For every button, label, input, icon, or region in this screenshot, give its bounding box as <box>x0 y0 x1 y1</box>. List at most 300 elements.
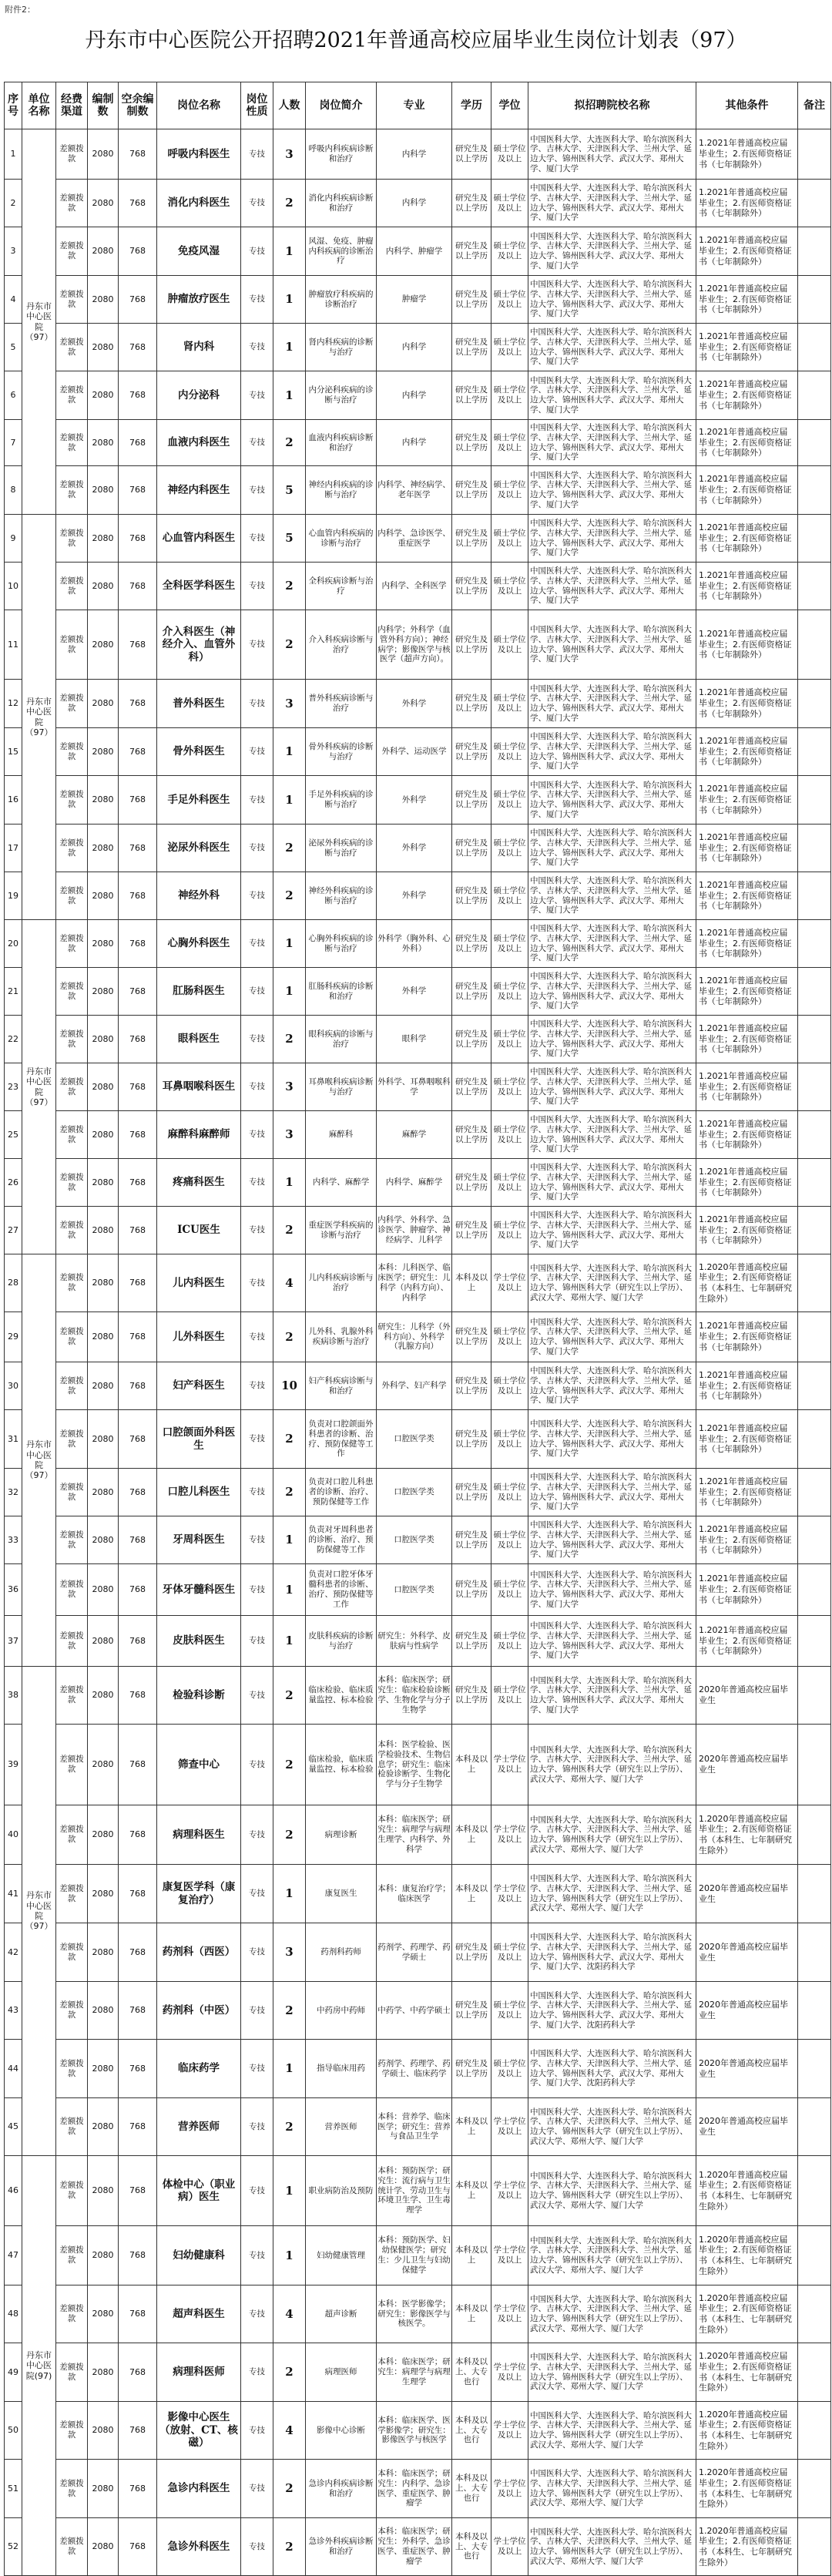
education: 研究生及以上学历 <box>452 872 491 920</box>
position-name: 病理科医师 <box>157 2343 241 2402</box>
position-intro: 中药房中药师 <box>306 1982 377 2040</box>
note <box>798 1564 831 1616</box>
degree: 硕士学位及以上 <box>491 1362 528 1410</box>
position-name: 心血管内科医生 <box>157 515 241 563</box>
funding-channel: 差额拨款 <box>56 420 88 466</box>
major: 内科学、外科学、急诊医学、肿瘤学、神经病学、儿科学 <box>377 1207 452 1254</box>
note <box>798 2460 831 2518</box>
position-name: 肾内科 <box>157 324 241 371</box>
major: 外科学 <box>377 825 452 872</box>
hire-count: 3 <box>273 680 306 728</box>
position-name: 临床药学 <box>157 2040 241 2098</box>
quota-count: 2080 <box>88 466 119 515</box>
other-conditions: 1.2021年普通高校应届毕业生；2.有医师资格证书（七年制除外） <box>696 680 798 728</box>
header-unit: 单位名称 <box>22 82 56 129</box>
quota-count: 2080 <box>88 515 119 563</box>
vacant-count: 768 <box>119 515 157 563</box>
table-row <box>5 1111 831 1159</box>
funding-channel: 差额拨款 <box>56 1865 88 1923</box>
position-name: 普外科医生 <box>157 680 241 728</box>
vacant-count: 768 <box>119 610 157 680</box>
table-row <box>5 1410 831 1469</box>
target-schools: 中国医科大学、大连医科大学、哈尔滨医科大学、吉林大学、天津医科大学、兰州大学、延边大学、锦州医科大学（研究生以上学历）、武汉大学、郑州大学、厦门大学 <box>528 2285 696 2343</box>
vacant-count: 768 <box>119 227 157 276</box>
note <box>798 1362 831 1410</box>
hire-count: 1 <box>273 1616 306 1667</box>
vacant-count: 768 <box>119 1725 157 1805</box>
target-schools: 中国医科大学、大连医科大学、哈尔滨医科大学、吉林大学、天津医科大学、兰州大学、延边大学、锦州医科大学、武汉大学、郑州大学、厦门大学 <box>528 129 696 180</box>
header-no: 序号 <box>5 82 22 129</box>
table-row <box>5 227 831 276</box>
position-name: 营养医师 <box>157 2098 241 2156</box>
position-intro: 泌尿外科疾病的诊断与治疗 <box>306 825 377 872</box>
position-nature: 专技 <box>241 1159 273 1207</box>
major: 外科学、运动医学 <box>377 728 452 776</box>
degree: 硕士学位及以上 <box>491 2040 528 2098</box>
position-nature: 专技 <box>241 2460 273 2518</box>
other-conditions: 1.2021年普通高校应届毕业生；2.有医师资格证书（七年制除外） <box>696 515 798 563</box>
position-nature: 专技 <box>241 276 273 324</box>
position-name: 疼痛科医生 <box>157 1159 241 1207</box>
degree: 硕士学位及以上 <box>491 180 528 227</box>
position-nature: 专技 <box>241 1362 273 1410</box>
position-name: 麻醉科麻醉师 <box>157 1111 241 1159</box>
other-conditions: 1.2021年普通高校应届毕业生；2.有医师资格证书（七年制除外） <box>696 227 798 276</box>
other-conditions: 1.2021年普通高校应届毕业生；2.有医师资格证书（七年制除外） <box>696 872 798 920</box>
note <box>798 728 831 776</box>
funding-channel: 差额拨款 <box>56 2343 88 2402</box>
row-no: 29 <box>5 1312 22 1362</box>
target-schools: 中国医科大学、大连医科大学、哈尔滨医科大学、吉林大学、天津医科大学、兰州大学、延边大学、锦州医科大学、武汉大学、郑州大学、厦门大学 <box>528 1159 696 1207</box>
position-nature: 专技 <box>241 180 273 227</box>
attachment-label: 附件2： <box>5 5 35 15</box>
education: 研究生及以上学历 <box>452 227 491 276</box>
funding-channel: 差额拨款 <box>56 227 88 276</box>
table-row <box>5 2460 831 2518</box>
degree: 学士学位及以上 <box>491 1865 528 1923</box>
table-row <box>5 680 831 728</box>
note <box>798 1923 831 1982</box>
other-conditions: 1.2021年普通高校应届毕业生；2.有医师资格证书（七年制除外） <box>696 1469 798 1516</box>
position-nature: 专技 <box>241 2098 273 2156</box>
funding-channel: 差额拨款 <box>56 1725 88 1805</box>
major: 本科：临床医学；研究生：内科学、急诊医学、重症医学、肿瘤学 <box>377 2460 452 2518</box>
position-intro: 肛肠科疾病的诊断和治疗 <box>306 968 377 1016</box>
quota-count: 2080 <box>88 1469 119 1516</box>
position-name: 消化内科医生 <box>157 180 241 227</box>
education: 研究生及以上学历 <box>452 1016 491 1063</box>
major: 药剂学、药理学、药学硕士、临床药学 <box>377 2040 452 2098</box>
degree: 学士学位及以上 <box>491 2460 528 2518</box>
quota-count: 2080 <box>88 825 119 872</box>
header-quota: 编制数 <box>88 82 119 129</box>
note <box>798 1516 831 1564</box>
other-conditions: 1.2020年普通高校应届毕业生；2.有医师资格证书（本科生、七年制研究生除外） <box>696 2402 798 2460</box>
position-nature: 专技 <box>241 610 273 680</box>
degree: 硕士学位及以上 <box>491 1312 528 1362</box>
position-intro: 药剂科药师 <box>306 1923 377 1982</box>
hire-count: 2 <box>273 2343 306 2402</box>
degree: 学士学位及以上 <box>491 1805 528 1865</box>
table-row <box>5 1312 831 1362</box>
position-name: 口腔儿科医生 <box>157 1469 241 1516</box>
target-schools: 中国医科大学、大连医科大学、哈尔滨医科大学、吉林大学、天津医科大学、兰州大学、延边大学、锦州医科大学（研究生以上学历）、武汉大学、郑州大学、厦门大学 <box>528 2460 696 2518</box>
vacant-count: 768 <box>119 1312 157 1362</box>
degree: 硕士学位及以上 <box>491 920 528 968</box>
target-schools: 中国医科大学、大连医科大学、哈尔滨医科大学、吉林大学、天津医科大学、兰州大学、延边大学、锦州医科大学、武汉大学、郑州大学、厦门大学 <box>528 610 696 680</box>
unit-name: 丹东市中心医院（97） <box>22 1667 56 2156</box>
row-no: 36 <box>5 1564 22 1616</box>
header-intro: 岗位简介 <box>306 82 377 129</box>
position-nature: 专技 <box>241 1111 273 1159</box>
position-intro: 病理医师 <box>306 2343 377 2402</box>
degree: 硕士学位及以上 <box>491 1516 528 1564</box>
note <box>798 2226 831 2285</box>
target-schools: 中国医科大学、大连医科大学、哈尔滨医科大学、吉林大学、天津医科大学、兰州大学、延边大学、锦州医科大学（研究生以上学历）、武汉大学、郑州大学、厦门大学 <box>528 2098 696 2156</box>
other-conditions: 1.2021年普通高校应届毕业生；2.有医师资格证书（七年制除外） <box>696 324 798 371</box>
target-schools: 中国医科大学、大连医科大学、哈尔滨医科大学、吉林大学、天津医科大学、兰州大学、延边大学、锦州医科大学、武汉大学、郑州大学、厦门大学 <box>528 872 696 920</box>
funding-channel: 差额拨款 <box>56 466 88 515</box>
note <box>798 515 831 563</box>
education: 研究生及以上学历 <box>452 1564 491 1616</box>
row-no: 2 <box>5 180 22 227</box>
funding-channel: 差额拨款 <box>56 1063 88 1111</box>
target-schools: 中国医科大学、大连医科大学、哈尔滨医科大学、吉林大学、天津医科大学、兰州大学、延边大学、锦州医科大学、武汉大学、郑州大学、厦门大学 <box>528 1564 696 1616</box>
position-intro: 康复医生 <box>306 1865 377 1923</box>
major: 口腔医学类 <box>377 1410 452 1469</box>
vacant-count: 768 <box>119 1516 157 1564</box>
target-schools: 中国医科大学、大连医科大学、哈尔滨医科大学、吉林大学、天津医科大学、兰州大学、延边大学、锦州医科大学、武汉大学、郑州大学、厦门大学 <box>528 420 696 466</box>
degree: 学士学位及以上 <box>491 2226 528 2285</box>
note <box>798 1725 831 1805</box>
unit-name: 丹东市中心医院(97) <box>22 2156 56 2576</box>
row-no: 32 <box>5 1469 22 1516</box>
position-name: 牙周科医生 <box>157 1516 241 1564</box>
education: 本科及以上 <box>452 2285 491 2343</box>
table-row <box>5 371 831 420</box>
hire-count: 1 <box>273 2040 306 2098</box>
education: 研究生及以上学历 <box>452 466 491 515</box>
position-nature: 专技 <box>241 1254 273 1312</box>
row-no: 30 <box>5 1362 22 1410</box>
row-no: 26 <box>5 1159 22 1207</box>
quota-count: 2080 <box>88 2343 119 2402</box>
vacant-count: 768 <box>119 2285 157 2343</box>
row-no: 10 <box>5 563 22 610</box>
table-row <box>5 2040 831 2098</box>
position-intro: 骨外科疾病的诊断与治疗 <box>306 728 377 776</box>
major: 外科学 <box>377 872 452 920</box>
position-intro: 皮肤科疾病的诊断与治疗 <box>306 1616 377 1667</box>
quota-count: 2080 <box>88 2402 119 2460</box>
major: 本科：康复治疗学；临床医学 <box>377 1865 452 1923</box>
degree: 硕士学位及以上 <box>491 466 528 515</box>
position-intro: 内科学、麻醉学 <box>306 1159 377 1207</box>
quota-count: 2080 <box>88 610 119 680</box>
position-nature: 专技 <box>241 1063 273 1111</box>
vacant-count: 768 <box>119 1865 157 1923</box>
vacant-count: 768 <box>119 2460 157 2518</box>
education: 研究生及以上学历 <box>452 371 491 420</box>
hire-count: 2 <box>273 610 306 680</box>
hire-count: 3 <box>273 1063 306 1111</box>
position-name: 免疫风湿 <box>157 227 241 276</box>
hire-count: 2 <box>273 1207 306 1254</box>
table-row <box>5 920 831 968</box>
header-other: 其他条件 <box>696 82 798 129</box>
hire-count: 2 <box>273 1410 306 1469</box>
quota-count: 2080 <box>88 371 119 420</box>
hire-count: 2 <box>273 1667 306 1725</box>
education: 研究生及以上学历 <box>452 968 491 1016</box>
other-conditions: 1.2021年普通高校应届毕业生；2.有医师资格证书（七年制除外） <box>696 610 798 680</box>
quota-count: 2080 <box>88 920 119 968</box>
position-nature: 专技 <box>241 728 273 776</box>
position-intro: 急诊外科疾病诊断和治疗 <box>306 2518 377 2576</box>
table-row <box>5 2285 831 2343</box>
header-funding: 经费渠道 <box>56 82 88 129</box>
hire-count: 2 <box>273 1805 306 1865</box>
note <box>798 1254 831 1312</box>
position-nature: 专技 <box>241 1312 273 1362</box>
position-name: ICU医生 <box>157 1207 241 1254</box>
other-conditions: 2020年普通高校应届毕业生 <box>696 1725 798 1805</box>
recruitment-table <box>4 82 831 2576</box>
quota-count: 2080 <box>88 1254 119 1312</box>
hire-count: 4 <box>273 2402 306 2460</box>
major: 外科学（胸外科、心外科） <box>377 920 452 968</box>
row-no: 31 <box>5 1410 22 1469</box>
education: 本科及以上 <box>452 1865 491 1923</box>
other-conditions: 2020年普通高校应届毕业生 <box>696 1865 798 1923</box>
funding-channel: 差额拨款 <box>56 1410 88 1469</box>
major: 内科学 <box>377 420 452 466</box>
hire-count: 2 <box>273 2460 306 2518</box>
vacant-count: 768 <box>119 1469 157 1516</box>
hire-count: 2 <box>273 825 306 872</box>
row-no: 12 <box>5 680 22 728</box>
hire-count: 3 <box>273 1111 306 1159</box>
table-row <box>5 1362 831 1410</box>
note <box>798 968 831 1016</box>
position-intro: 肿瘤放疗科疾病的诊断治疗 <box>306 276 377 324</box>
position-intro: 肾内科疾病的诊断与治疗 <box>306 324 377 371</box>
other-conditions: 1.2020年普通高校应届毕业生；2.有医师资格证书（本科生、七年制研究生除外） <box>696 2460 798 2518</box>
target-schools: 中国医科大学、大连医科大学、哈尔滨医科大学、吉林大学、天津医科大学、兰州大学、延边大学、锦州医科大学、武汉大学、郑州大学、厦门大学 <box>528 1516 696 1564</box>
quota-count: 2080 <box>88 1016 119 1063</box>
position-nature: 专技 <box>241 227 273 276</box>
quota-count: 2080 <box>88 1362 119 1410</box>
quota-count: 2080 <box>88 2460 119 2518</box>
other-conditions: 1.2021年普通高校应届毕业生；2.有医师资格证书（七年制除外） <box>696 180 798 227</box>
hire-count: 1 <box>273 2156 306 2226</box>
position-intro: 负责对牙周科患者的诊断、治疗、预防保健等工作 <box>306 1516 377 1564</box>
position-intro: 病理诊断 <box>306 1805 377 1865</box>
target-schools: 中国医科大学、大连医科大学、哈尔滨医科大学、吉林大学、天津医科大学、兰州大学、延边大学、锦州医科大学、武汉大学、郑州大学、厦门大学 <box>528 1362 696 1410</box>
table-row <box>5 1564 831 1616</box>
target-schools: 中国医科大学、大连医科大学、哈尔滨医科大学、吉林大学、天津医科大学、兰州大学、延边大学、锦州医科大学、武汉大学、郑州大学、厦门大学 <box>528 276 696 324</box>
position-nature: 专技 <box>241 1667 273 1725</box>
position-nature: 专技 <box>241 825 273 872</box>
degree: 硕士学位及以上 <box>491 1982 528 2040</box>
position-nature: 专技 <box>241 2343 273 2402</box>
vacant-count: 768 <box>119 2226 157 2285</box>
position-name: 药剂科（中医） <box>157 1982 241 2040</box>
row-no: 37 <box>5 1616 22 1667</box>
quota-count: 2080 <box>88 1865 119 1923</box>
other-conditions: 1.2021年普通高校应届毕业生；2.有医师资格证书（七年制除外） <box>696 1016 798 1063</box>
major: 口腔医学类 <box>377 1469 452 1516</box>
vacant-count: 768 <box>119 1207 157 1254</box>
position-intro: 手足外科疾病的诊断与治疗 <box>306 776 377 825</box>
education: 研究生及以上学历 <box>452 825 491 872</box>
degree: 学士学位及以上 <box>491 1725 528 1805</box>
header-position: 岗位名称 <box>157 82 241 129</box>
degree: 学士学位及以上 <box>491 2518 528 2576</box>
page-title: 丹东市中心医院公开招聘2021年普通高校应届毕业生岗位计划表（97） <box>85 29 747 52</box>
quota-count: 2080 <box>88 1410 119 1469</box>
education: 研究生及以上学历 <box>452 1982 491 2040</box>
position-nature: 专技 <box>241 1564 273 1616</box>
quota-count: 2080 <box>88 1982 119 2040</box>
table-body <box>5 129 831 2576</box>
quota-count: 2080 <box>88 1312 119 1362</box>
note <box>798 2040 831 2098</box>
row-no: 33 <box>5 1516 22 1564</box>
vacant-count: 768 <box>119 872 157 920</box>
table-row <box>5 1725 831 1805</box>
target-schools: 中国医科大学、大连医科大学、哈尔滨医科大学、吉林大学、天津医科大学、兰州大学、延边大学、锦州医科大学、武汉大学、郑州大学、厦门大学 <box>528 680 696 728</box>
position-intro: 全科疾病诊断与治疗 <box>306 563 377 610</box>
major: 肿瘤学 <box>377 276 452 324</box>
degree: 学士学位及以上 <box>491 2156 528 2226</box>
vacant-count: 768 <box>119 920 157 968</box>
hire-count: 4 <box>273 2285 306 2343</box>
quota-count: 2080 <box>88 776 119 825</box>
target-schools: 中国医科大学、大连医科大学、哈尔滨医科大学、吉林大学、天津医科大学、兰州大学、延边大学、锦州医科大学、武汉大学、郑州大学、厦门大学、沈阳药科大学 <box>528 1923 696 1982</box>
vacant-count: 768 <box>119 1616 157 1667</box>
note <box>798 1667 831 1725</box>
education: 研究生及以上学历 <box>452 1312 491 1362</box>
row-no: 39 <box>5 1725 22 1805</box>
target-schools: 中国医科大学、大连医科大学、哈尔滨医科大学、吉林大学、天津医科大学、兰州大学、延边大学、锦州医科大学（研究生以上学历）、武汉大学、郑州大学、厦门大学 <box>528 2343 696 2402</box>
row-no: 42 <box>5 1923 22 1982</box>
position-intro: 指导临床用药 <box>306 2040 377 2098</box>
education: 研究生及以上学历 <box>452 728 491 776</box>
note <box>798 2098 831 2156</box>
vacant-count: 768 <box>119 776 157 825</box>
education: 本科及以上 <box>452 1805 491 1865</box>
major: 内科学、全科医学 <box>377 563 452 610</box>
other-conditions: 2020年普通高校应届毕业生 <box>696 2040 798 2098</box>
vacant-count: 768 <box>119 1016 157 1063</box>
position-name: 眼科医生 <box>157 1016 241 1063</box>
row-no: 22 <box>5 1016 22 1063</box>
note <box>798 680 831 728</box>
other-conditions: 1.2020年普通高校应届毕业生；2.有医师资格证书（本科生、七年制研究生除外） <box>696 1254 798 1312</box>
hire-count: 1 <box>273 1159 306 1207</box>
funding-channel: 差额拨款 <box>56 1207 88 1254</box>
funding-channel: 差额拨款 <box>56 680 88 728</box>
position-intro: 神经内科疾病的诊断与治疗 <box>306 466 377 515</box>
major: 内科学、急诊医学、重症医学 <box>377 515 452 563</box>
position-name: 骨外科医生 <box>157 728 241 776</box>
education: 研究生及以上学历 <box>452 1159 491 1207</box>
table-row <box>5 1254 831 1312</box>
note <box>798 2285 831 2343</box>
hire-count: 2 <box>273 1982 306 2040</box>
position-name: 超声科医生 <box>157 2285 241 2343</box>
vacant-count: 768 <box>119 276 157 324</box>
quota-count: 2080 <box>88 180 119 227</box>
target-schools: 中国医科大学、大连医科大学、哈尔滨医科大学、吉林大学、天津医科大学、兰州大学、延边大学、锦州医科大学、武汉大学、郑州大学、厦门大学 <box>528 1312 696 1362</box>
hire-count: 1 <box>273 276 306 324</box>
row-no: 52 <box>5 2518 22 2576</box>
row-no: 41 <box>5 1865 22 1923</box>
row-no: 5 <box>5 324 22 371</box>
note <box>798 1616 831 1667</box>
row-no: 49 <box>5 2343 22 2402</box>
table-row <box>5 1469 831 1516</box>
position-intro: 职业病防治及预防 <box>306 2156 377 2226</box>
hire-count: 2 <box>273 2518 306 2576</box>
hire-count: 1 <box>273 728 306 776</box>
position-nature: 专技 <box>241 2156 273 2226</box>
quota-count: 2080 <box>88 1063 119 1111</box>
major: 药剂学、药理学、药学硕士 <box>377 1923 452 1982</box>
position-intro: 负责对口腔儿科患者的诊断、治疗、预防保健等工作 <box>306 1469 377 1516</box>
table-row <box>5 1667 831 1725</box>
position-nature: 专技 <box>241 466 273 515</box>
table-row <box>5 2156 831 2226</box>
degree: 硕士学位及以上 <box>491 1923 528 1982</box>
row-no: 17 <box>5 825 22 872</box>
row-no: 46 <box>5 2156 22 2226</box>
degree: 硕士学位及以上 <box>491 825 528 872</box>
vacant-count: 768 <box>119 968 157 1016</box>
other-conditions: 1.2021年普通高校应届毕业生；2.有医师资格证书（七年制除外） <box>696 920 798 968</box>
degree: 硕士学位及以上 <box>491 728 528 776</box>
table-row <box>5 180 831 227</box>
position-nature: 专技 <box>241 1016 273 1063</box>
table-row <box>5 1616 831 1667</box>
position-name: 神经内科医生 <box>157 466 241 515</box>
position-nature: 专技 <box>241 1410 273 1469</box>
header-nature: 岗位性质 <box>241 82 273 129</box>
position-name: 妇产科医生 <box>157 1362 241 1410</box>
target-schools: 中国医科大学、大连医科大学、哈尔滨医科大学、吉林大学、天津医科大学、兰州大学、延边大学、锦州医科大学（研究生以上学历）、武汉大学、郑州大学、厦门大学 <box>528 1805 696 1865</box>
funding-channel: 差额拨款 <box>56 1923 88 1982</box>
quota-count: 2080 <box>88 1805 119 1865</box>
degree: 硕士学位及以上 <box>491 872 528 920</box>
education: 研究生及以上学历 <box>452 776 491 825</box>
education: 本科及以上 <box>452 1254 491 1312</box>
table-row <box>5 968 831 1016</box>
position-nature: 专技 <box>241 515 273 563</box>
funding-channel: 差额拨款 <box>56 1516 88 1564</box>
table-row <box>5 1805 831 1865</box>
position-nature: 专技 <box>241 1469 273 1516</box>
major: 本科：医学检验、医学检验技术、生物信息学；研究生：临床检验诊断学、生物化学与分子生物学 <box>377 1725 452 1805</box>
degree: 硕士学位及以上 <box>491 420 528 466</box>
major: 内科学；外科学（血管外科方向）；神经病学；影像医学与核医学（超声方向）。 <box>377 610 452 680</box>
position-name: 介入科医生（神经介入、血管外科） <box>157 610 241 680</box>
hire-count: 1 <box>273 920 306 968</box>
quota-count: 2080 <box>88 2040 119 2098</box>
position-intro: 负责对口腔颌面外科患者的诊断、治疗、预防保健等工作 <box>306 1410 377 1469</box>
table-row <box>5 1016 831 1063</box>
position-intro: 儿外科、乳腺外科疾病诊断与治疗 <box>306 1312 377 1362</box>
